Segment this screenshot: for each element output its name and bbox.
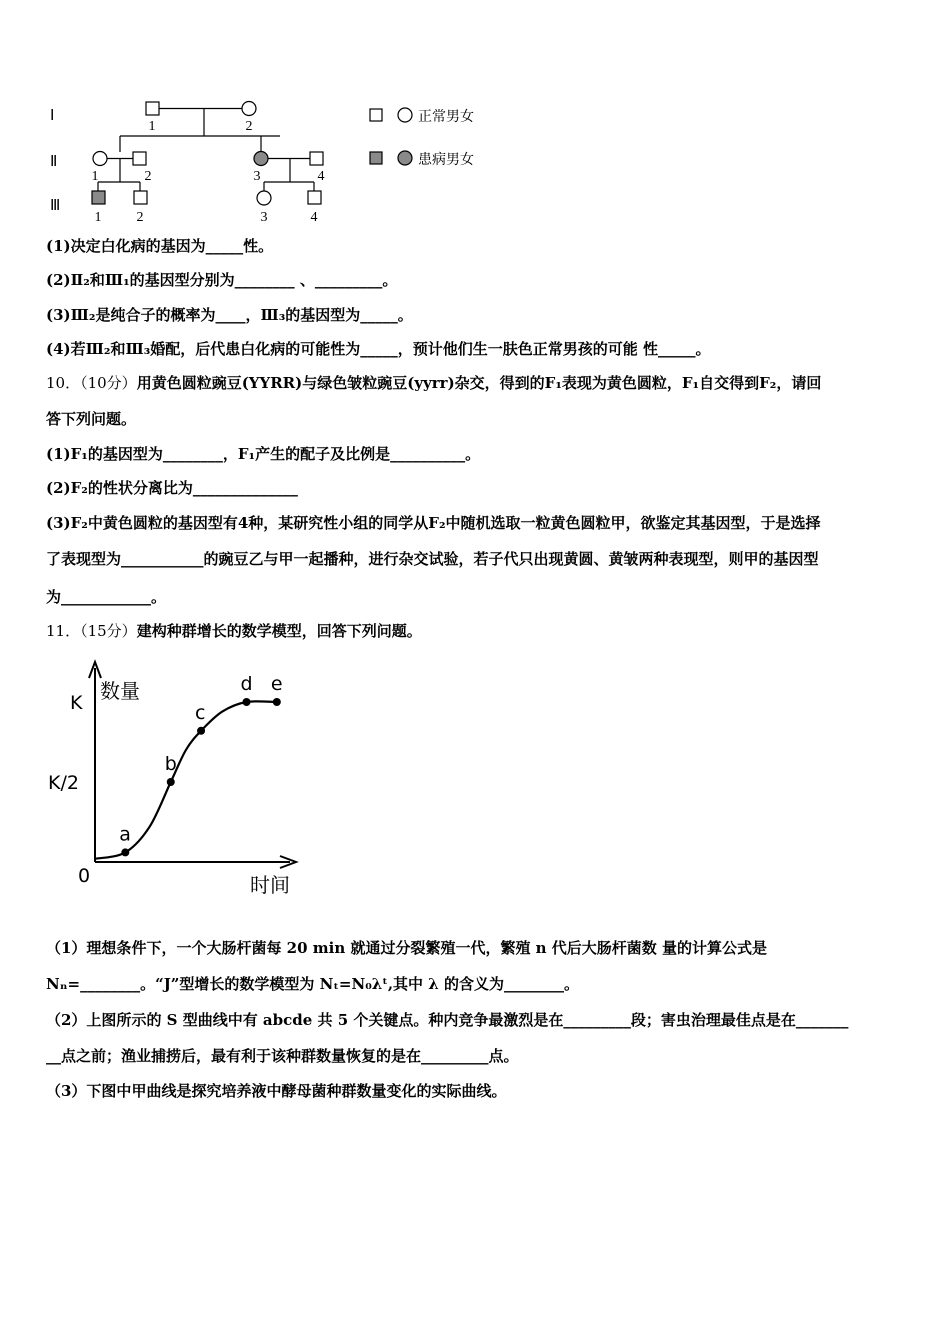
s-curve-chart [40, 650, 320, 900]
male-affected-symbol [92, 191, 105, 204]
generation-label: Ⅰ [50, 108, 55, 124]
q9-part4: (4)若Ⅲ₂和Ⅲ₃婚配，后代患白化病的可能性为_____，预计他们生一肤色正常男孩的可能 性_____。 [46, 340, 711, 358]
individual-number: 2 [245, 119, 253, 134]
q10-stem-line1 [46, 373, 912, 393]
curve-point-label-c: c [195, 701, 206, 724]
individual-number: 2 [144, 169, 152, 184]
q10-stem-line2: 答下列问题。 [46, 410, 137, 428]
individual-number: 1 [148, 119, 156, 134]
pedigree-diagram [40, 90, 340, 230]
curve-point-b [167, 778, 175, 786]
female-affected-legend-icon [398, 151, 412, 165]
female-normal-symbol [93, 152, 107, 166]
male-affected-legend-icon [370, 152, 382, 164]
female-normal-symbol [242, 102, 256, 116]
curve-point-label-e: e [270, 673, 283, 695]
curve-point-a [121, 848, 129, 856]
q10-part3-line1: (3)F₂中黄色圆粒的基因型有4种，某研究性小组的同学从F₂中随机选取一粒黄色圆粒甲，欲鉴定其基因型，于是选择 [46, 514, 821, 532]
q9-part2: (2)Ⅱ₂和Ⅲ₁的基因型分别为________ 、_________。 [46, 271, 398, 289]
q11-stem-text: 建构种群增长的数学模型，回答下列问题。 [136, 622, 422, 640]
individual-number: 1 [91, 169, 99, 184]
curve-point-label-b: b [164, 753, 177, 775]
q9-part1: (1)决定白化病的基因为_____性。 [46, 237, 274, 255]
individual-number: 1 [94, 210, 102, 225]
question-number: 11． [46, 622, 81, 640]
individual-number: 4 [310, 210, 318, 225]
y-tick-k: K [70, 692, 83, 714]
male-normal-legend-icon [370, 109, 382, 121]
legend-normal-label: 正常男女 [418, 109, 474, 125]
individual-number: 2 [136, 210, 144, 225]
q9-part3: (3)Ⅲ₂是纯合子的概率为____，Ⅲ₃的基因型为_____。 [46, 306, 413, 324]
q11-part1-line2: Nₙ=________。“J”型增长的数学模型为 Nₜ=N₀λᵗ,其中 λ 的含义为________。 [46, 975, 580, 993]
q11-part3: （3）下图中甲曲线是探究培养液中酵母菌种群数量变化的实际曲线。 [46, 1082, 507, 1100]
male-normal-symbol [133, 152, 146, 165]
q11-part2-line1: （2）上图所示的 S 型曲线中有 abcde 共 5 个关键点。种内竞争最激烈是在_________段；害虫治理最佳点是在_______ [46, 1011, 849, 1029]
female-normal-legend-icon [398, 108, 412, 122]
question-score: （10分） [80, 374, 137, 392]
y-axis-label: 数量 [100, 679, 140, 703]
individual-number: 4 [317, 169, 325, 184]
male-normal-symbol [146, 102, 159, 115]
x-axis-label: 时间 [250, 873, 290, 897]
origin-label: 0 [78, 865, 91, 887]
pedigree-legend [368, 105, 528, 175]
q10-stem-text: 用黄色圆粒豌豆(YYRR)与绿色皱粒豌豆(yyrr)杂交，得到的F₁表现为黄色圆粒，F₁自交得到F₂，请回 [136, 374, 822, 392]
q10-part1: (1)F₁的基因型为________，F₁产生的配子及比例是__________。 [46, 445, 481, 463]
y-tick-k-half: K/2 [48, 772, 79, 794]
question-number: 10． [46, 374, 81, 392]
q10-part3-line2: 了表现型为___________的豌豆乙与甲一起播种，进行杂交试验，若子代只出现黄圆、黄皱两种表现型，则甲的基因型 [46, 550, 819, 568]
curve-point-c [197, 727, 205, 735]
individual-number: 3 [260, 210, 268, 225]
q10-part3-line3: 为____________。 [46, 588, 167, 606]
question-score: （15分） [80, 622, 137, 640]
legend-affected-label: 患病男女 [418, 152, 474, 168]
male-normal-symbol [308, 191, 321, 204]
q10-part2: (2)F₂的性状分离比为______________ [46, 479, 298, 497]
curve-point-label-d: d [240, 673, 253, 695]
individual-number: 3 [253, 169, 261, 184]
male-normal-symbol [134, 191, 147, 204]
curve-point-e [273, 698, 281, 706]
curve-point-label-a: a [119, 823, 131, 846]
generation-label: Ⅲ [50, 198, 61, 214]
male-normal-symbol [310, 152, 323, 165]
female-normal-symbol [257, 191, 271, 205]
generation-label: Ⅱ [50, 154, 58, 170]
curve-point-d [243, 698, 251, 706]
female-affected-symbol [254, 152, 268, 166]
q11-stem [46, 621, 912, 641]
q11-part2-line2: __点之前；渔业捕捞后，最有利于该种群数量恢复的是在_________点。 [46, 1047, 519, 1065]
q11-part1-line1: （1）理想条件下，一个大肠杆菌每 20 min 就通过分裂繁殖一代，繁殖 n 代后大肠杆菌数 量的计算公式是 [46, 939, 768, 957]
